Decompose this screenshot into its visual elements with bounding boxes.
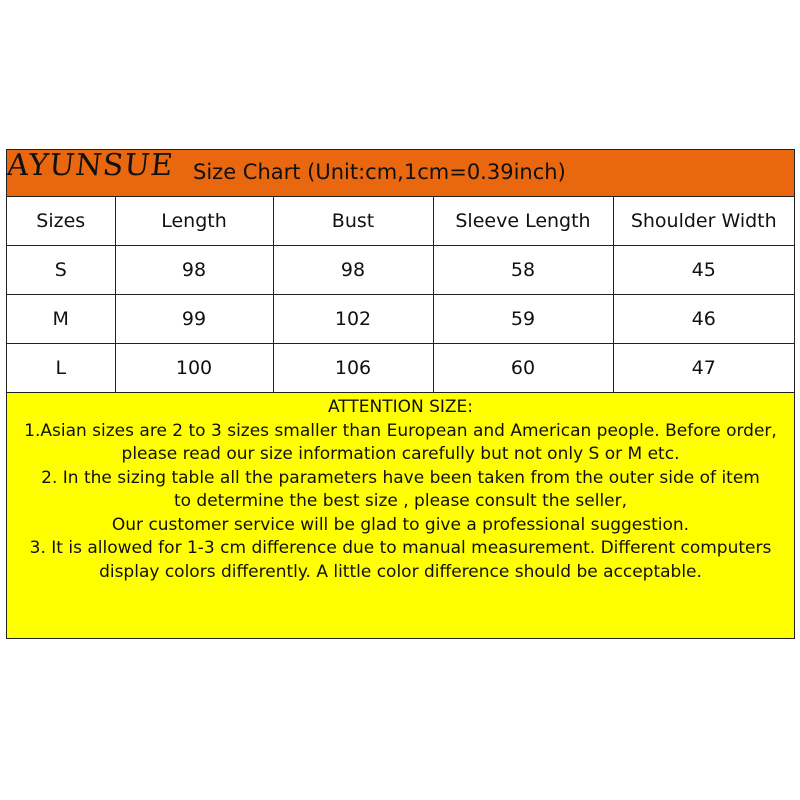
- shoulder-width-cell: 46: [613, 295, 794, 344]
- notice-line: 2. In the sizing table all the parameters have been taken from the outer side of item: [41, 467, 760, 488]
- bust-cell: 106: [273, 344, 433, 393]
- size-cell: M: [7, 295, 115, 344]
- notice-heading: ATTENTION SIZE:: [327, 397, 474, 417]
- bust-cell: 98: [273, 246, 433, 295]
- column-header: Length: [115, 197, 273, 246]
- table-row: [7, 246, 794, 295]
- length-cell: 100: [115, 344, 273, 393]
- chart-header: [7, 150, 794, 197]
- bust-cell: 102: [273, 295, 433, 344]
- brand-logo: AYUNSUE: [5, 148, 176, 183]
- notice-line: to determine the best size , please consult the seller,: [173, 491, 628, 511]
- length-cell: 98: [115, 246, 273, 295]
- notice-line: Our customer service will be glad to give a professional suggestion.: [111, 514, 690, 535]
- length-cell: 99: [115, 295, 273, 344]
- shoulder-width-cell: 47: [613, 344, 794, 393]
- column-header: Sleeve Length: [433, 197, 613, 246]
- table-row: [7, 344, 794, 393]
- attention-notice: [7, 392, 794, 638]
- size-cell: S: [7, 246, 115, 295]
- size-cell: L: [7, 344, 115, 393]
- column-header: Shoulder Width: [613, 197, 794, 246]
- column-header: Sizes: [7, 197, 115, 246]
- sleeve-length-cell: 59: [433, 295, 613, 344]
- notice-line: 1.Asian sizes are 2 to 3 sizes smaller than European and American people. Before order,: [24, 420, 777, 441]
- size-table: [7, 197, 794, 392]
- chart-title: Size Chart (Unit:cm,1cm=0.39inch): [193, 160, 566, 184]
- notice-line: please read our size information carefully but not only S or M etc.: [121, 444, 680, 464]
- column-header: Bust: [273, 197, 433, 246]
- size-chart: [6, 149, 795, 639]
- shoulder-width-cell: 45: [613, 246, 794, 295]
- sleeve-length-cell: 60: [433, 344, 613, 393]
- table-header-row: [7, 197, 794, 246]
- sleeve-length-cell: 58: [433, 246, 613, 295]
- table-row: [7, 295, 794, 344]
- notice-line: 3. It is allowed for 1-3 cm difference due to manual measurement. Different computers display colors differently. A little color difference should be acceptable.: [29, 538, 772, 582]
